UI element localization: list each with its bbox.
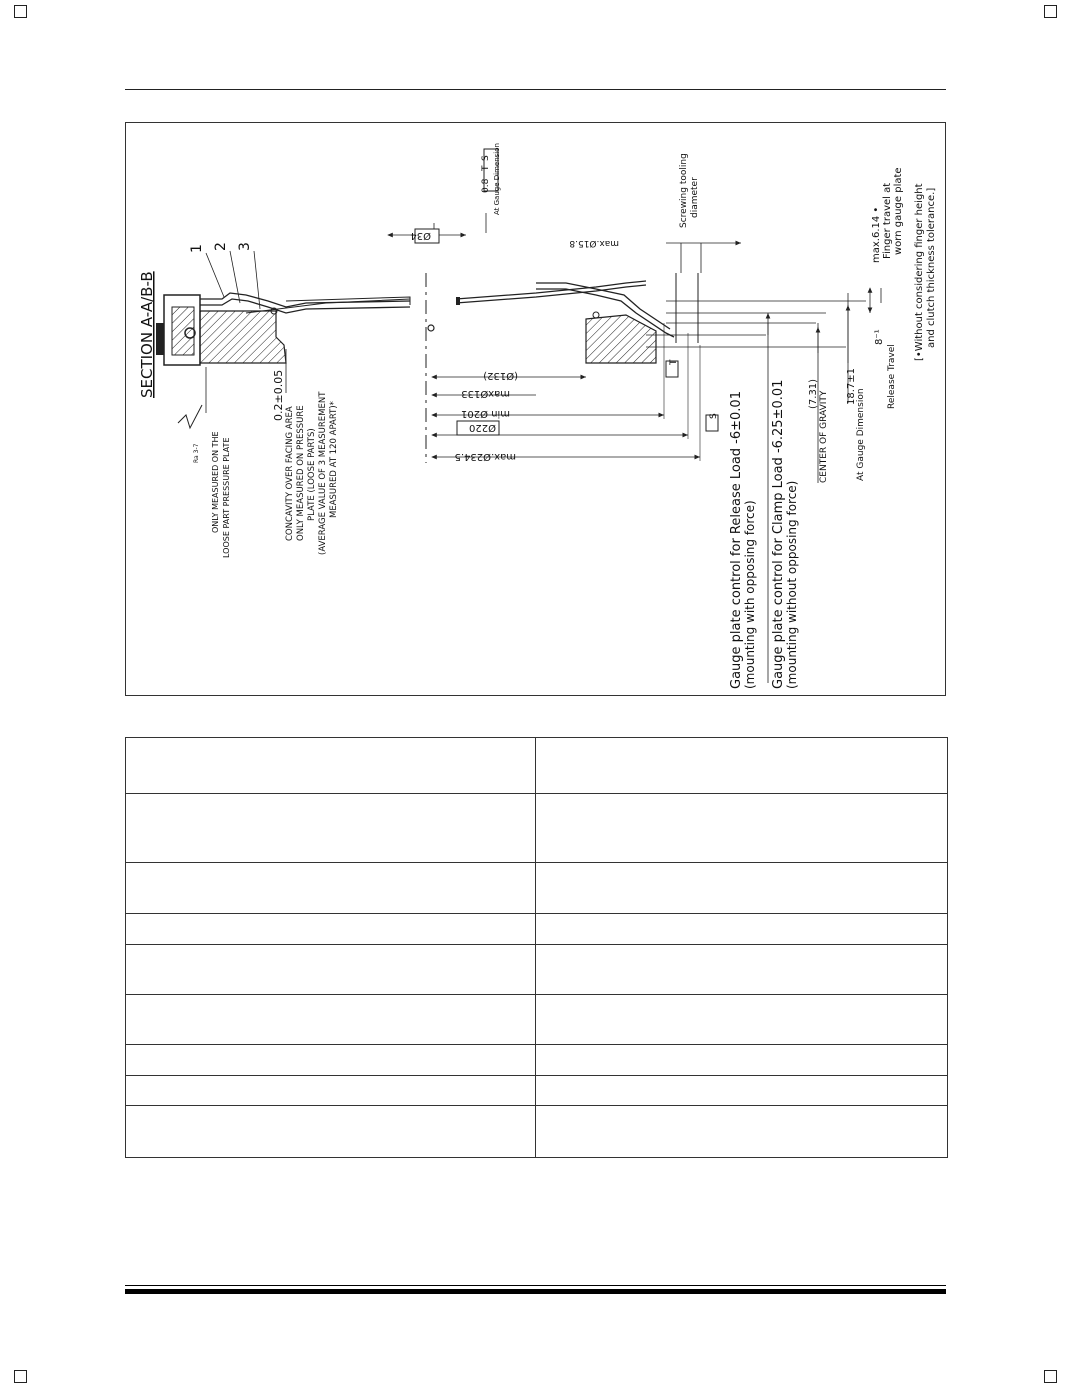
roughness-label: Ra 3-7 xyxy=(193,443,200,463)
finger-travel-line-2: worn gauge plate xyxy=(893,167,904,255)
table-cell xyxy=(126,863,536,914)
note-only-measured-line-1: ONLY MEASURED ON THE xyxy=(211,431,220,533)
crop-mark-bottom-right xyxy=(1044,1370,1057,1383)
max-diameter-234-5-label: max.Ø234.5 xyxy=(454,451,516,462)
screwing-tooling-line-1: Screwing tooling xyxy=(679,153,689,228)
table-cell xyxy=(536,794,948,863)
concavity-line-4: (AVERAGE VALUE OF 3 MEASUREMENT xyxy=(318,391,328,555)
center-of-gravity-value: (7.31) xyxy=(808,378,819,409)
at-gauge-dimension-top: At Gauge Dimension xyxy=(493,143,501,215)
diameter-34-label: Ø34 xyxy=(410,230,431,241)
table-cell xyxy=(126,1045,536,1076)
concavity-line-1: CONCAVITY OVER FACING AREA xyxy=(285,406,295,541)
tolerance-value: 0.2±0.05 xyxy=(272,369,285,421)
table-cell xyxy=(126,945,536,995)
footer-rule-thin xyxy=(125,1285,946,1286)
table-cell xyxy=(536,914,948,945)
table-cell xyxy=(126,1076,536,1106)
table-cell xyxy=(536,995,948,1045)
diameter-220-label: Ø220 xyxy=(469,422,496,433)
diameter-132-label: (Ø132) xyxy=(483,370,518,381)
table-cell xyxy=(126,914,536,945)
concavity-line-2: ONLY MEASURED ON PRESSURE xyxy=(296,405,306,541)
datum-s-box: S xyxy=(709,413,719,419)
table-row xyxy=(126,995,948,1045)
table-row xyxy=(126,1045,948,1076)
table-row xyxy=(126,1076,948,1106)
finger-note-line-1: [•Without considering finger height xyxy=(914,183,925,361)
gauge-dimension-value: 18.7±1 xyxy=(846,367,857,405)
concavity-line-5: MEASURED AT 120 APART)* xyxy=(329,401,339,518)
table-row xyxy=(126,738,948,794)
runout-datum-s: S xyxy=(481,155,491,161)
release-travel-label: Release Travel xyxy=(887,344,897,409)
max-diameter-15-8: max.Ø15.8 xyxy=(569,238,619,248)
table-cell xyxy=(536,738,948,794)
gauge-clamp-line-2: (mounting without opposing force) xyxy=(785,480,799,689)
technical-drawing-frame xyxy=(125,122,946,696)
gauge-clamp-line-1: Gauge plate control for Clamp Load -6.25±0.01 xyxy=(771,379,786,689)
section-title: SECTION A-A/B-B xyxy=(138,271,156,398)
crop-mark-bottom-left xyxy=(14,1370,27,1383)
crop-mark-top-right xyxy=(1044,5,1057,18)
table-cell xyxy=(536,1106,948,1158)
gauge-release-line-1: Gauge plate control for Release Load -6±0.01 xyxy=(729,391,744,689)
table-row xyxy=(126,1106,948,1158)
table-cell xyxy=(536,863,948,914)
gauge-release-line-2: (mounting with opposing force) xyxy=(743,500,757,689)
table-cell xyxy=(536,1076,948,1106)
datum-t-box: T xyxy=(669,359,679,365)
clutch-section-drawing xyxy=(126,123,947,697)
table-row xyxy=(126,945,948,995)
table-row xyxy=(126,794,948,863)
item-number-2: 2 xyxy=(213,242,229,251)
table-cell xyxy=(126,738,536,794)
max-diameter-133-label: maxØ133 xyxy=(461,388,510,399)
note-only-measured-line-2: LOOSE PART PRESSURE PLATE xyxy=(222,437,231,558)
runout-datum-t: T xyxy=(481,165,491,171)
table-cell xyxy=(536,945,948,995)
runout-value: 0.8 xyxy=(481,178,491,193)
table-row xyxy=(126,863,948,914)
item-number-3: 3 xyxy=(237,242,253,251)
header-rule xyxy=(125,89,946,90)
center-of-gravity-label: CENTER OF GRAVITY xyxy=(819,390,829,483)
concavity-line-3: PLATE (LOOSE PARTS) xyxy=(307,428,317,521)
min-diameter-201-label: min Ø201 xyxy=(461,408,510,419)
specification-table xyxy=(125,737,948,1158)
footer-rule-thick xyxy=(125,1289,946,1294)
finger-travel-value: max.6.14 • xyxy=(871,206,882,263)
table-cell xyxy=(126,794,536,863)
item-number-1: 1 xyxy=(189,244,205,253)
gauge-dimension-label: At Gauge Dimension xyxy=(856,388,866,481)
table-cell xyxy=(126,995,536,1045)
release-travel-value: 8⁻¹ xyxy=(874,329,885,345)
table-row xyxy=(126,914,948,945)
table-cell xyxy=(126,1106,536,1158)
finger-note-line-2: and clutch thickness tolerance.] xyxy=(926,187,937,348)
table-cell xyxy=(536,1045,948,1076)
finger-travel-line-1: Finger travel at xyxy=(882,182,893,259)
crop-mark-top-left xyxy=(14,5,27,18)
screwing-tooling-line-2: diameter xyxy=(690,177,700,218)
